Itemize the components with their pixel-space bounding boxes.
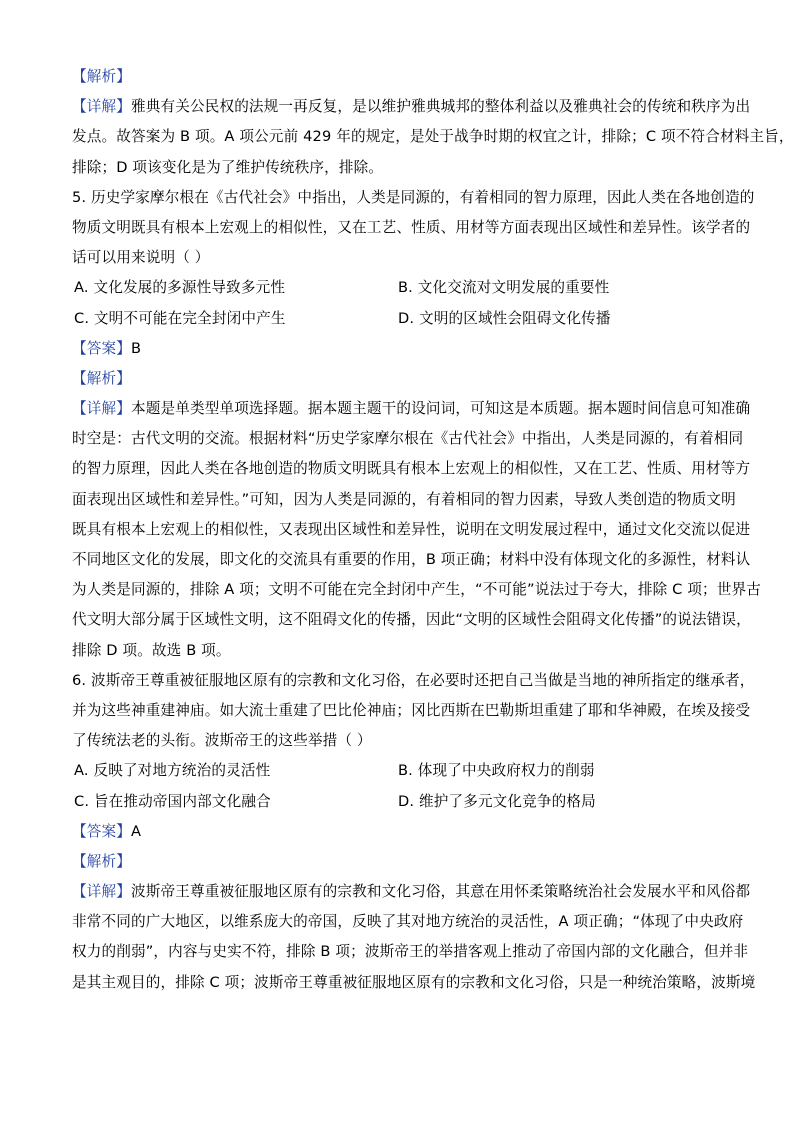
q5-detail-line: 不同地区文化的发展，即文化的交流具有重要的作用，B 项正确；材料中没有体现文化的多源性，材料认 <box>72 551 751 568</box>
answer-value: B <box>130 339 142 357</box>
q6-options-row <box>72 756 722 786</box>
q6-stem-line: 并为这些神重建神庙。如大流士重建了巴比伦神庙；冈比西斯在巴勒斯坦重建了耶和华神殿，在埃及接受 <box>72 701 751 719</box>
detail-label: 【详解】 <box>72 400 131 418</box>
detail-label: 【详解】 <box>72 883 131 901</box>
q5-options-row <box>72 273 722 303</box>
q5-answer <box>72 334 722 364</box>
q6-detail-line: 非常不同的广大地区，以维系庞大的帝国，反映了其对地方统治的灵活性，A 项正确；“体现了中央政府 <box>72 913 744 931</box>
q5-detail-line: 代文明大部分属于区域性文明，这不阻碍文化的传播，因此“文明的区域性会阻碍文化传播”的说法错误， <box>72 611 751 629</box>
detail-label: 【详解】 <box>72 98 131 116</box>
q5-option-c: C. 文明不可能在完全封闭中产生 <box>74 309 286 327</box>
answer-value: A <box>130 822 142 840</box>
q5-option-a: A. 文化发展的多源性导致多元性 <box>74 279 286 297</box>
q6-option-c: C. 旨在推动帝国内部文化融合 <box>74 792 271 810</box>
q6-analysis-heading <box>72 847 722 877</box>
q6-stem-line: 了传统法老的头衔。波斯帝王的这些举措（ ） <box>72 732 372 750</box>
analysis-label: 【解析】 <box>72 369 131 387</box>
q5-options-row <box>72 304 722 334</box>
q5-detail-line <box>72 394 751 424</box>
q5-stem-line: 话可以用来说明（ ） <box>72 249 210 267</box>
q6-detail-text: 波斯帝王尊重被征服地区原有的宗教和文化习俗，其意在用怀柔策略统治社会发展水平和风俗都 <box>130 883 751 901</box>
q5-option-b: B. 文化交流对文明发展的重要性 <box>398 279 610 297</box>
q4-detail-text: 雅典有关公民权的法规一再反复，是以维护雅典城邦的整体利益以及雅典社会的传统和秩序为出 <box>130 98 751 116</box>
answer-label: 【答案】 <box>72 822 131 840</box>
analysis-label: 【解析】 <box>72 852 131 870</box>
q5-detail-line: 为人类是同源的，排除 A 项；文明不可能在完全封闭中产生，“不可能”说法过于夸大，排除 C 项；世界古 <box>72 581 762 599</box>
analysis-label: 【解析】 <box>72 68 131 85</box>
q5-detail-text: 本题是单类型单项选择题。据本题主题干的设问词，可知这是本质题。据本题时间信息可知准确 <box>130 400 751 418</box>
q6-answer <box>72 817 722 847</box>
q5-stem-line: 5. 历史学家摩尔根在《古代社会》中指出，人类是同源的，有着相同的智力原理，因此人类在各地创造的 <box>72 188 755 206</box>
q4-analysis-heading <box>72 62 722 92</box>
q5-stem-line: 物质文明既具有根本上宏观上的相似性，又在工艺、性质、用材等方面表现出区域性和差异性。该学者的 <box>72 218 751 236</box>
q5-detail-line: 时空是：古代文明的交流。根据材料“历史学家摩尔根在《古代社会》中指出，人类是同源的，有着相同 <box>72 430 744 448</box>
q6-option-d: D. 维护了多元文化竞争的格局 <box>398 792 596 810</box>
q6-option-b: B. 体现了中央政府权力的削弱 <box>398 762 595 780</box>
q6-detail-line: 是其主观目的，排除 C 项；波斯帝王尊重被征服地区原有的宗教和文化习俗，只是一种统治策略，波斯境 <box>72 973 756 991</box>
q4-detail-line: 发点。故答案为 B 项。A 项公元前 429 年的规定，是处于战争时期的权宜之计，排除；C 项不符合材料主旨， <box>72 128 794 146</box>
q5-detail-line: 面表现出区域性和差异性。”可知，因为人类是同源的，有着相同的智力因素，导致人类创造的物质文明 <box>72 490 736 508</box>
q6-stem-line: 6. 波斯帝王尊重被征服地区原有的宗教和文化习俗，在必要时还把自己当做是当地的神所指定的继承者， <box>72 671 755 689</box>
answer-label: 【答案】 <box>72 339 131 357</box>
q5-option-d: D. 文明的区域性会阻碍文化传播 <box>398 309 611 327</box>
q5-analysis-heading <box>72 364 722 394</box>
q6-detail-line <box>72 877 751 907</box>
q6-detail-line: 权力的削弱”，内容与史实不符，排除 B 项；波斯帝王的举措客观上推动了帝国内部的文化融合，但并非 <box>72 943 749 961</box>
q4-detail-line <box>72 92 751 122</box>
q5-detail-line: 的智力原理，因此人类在各地创造的物质文明既具有根本上宏观上的相似性，又在工艺、性质、用材等方 <box>72 460 751 478</box>
q6-option-a: A. 反映了对地方统治的灵活性 <box>74 762 271 780</box>
q4-detail-line: 排除；D 项该变化是为了维护传统秩序，排除。 <box>72 158 384 176</box>
q5-detail-line: 既具有根本上宏观上的相似性，又表现出区域性和差异性，说明在文明发展过程中，通过文化交流以促进 <box>72 520 751 538</box>
document-body <box>72 62 794 998</box>
q5-detail-line: 排除 D 项。故选 B 项。 <box>72 641 231 659</box>
q6-options-row <box>72 787 722 817</box>
